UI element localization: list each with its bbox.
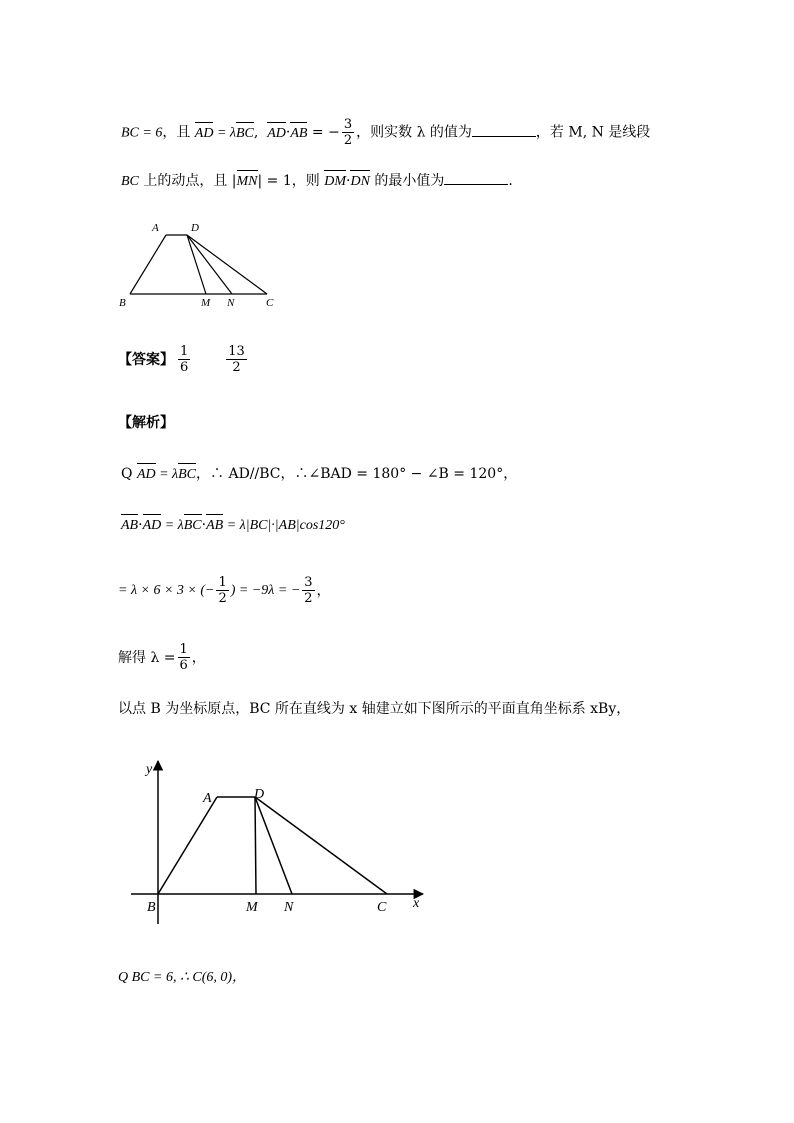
denominator: 2 xyxy=(218,591,227,606)
label-m: M xyxy=(201,297,211,309)
numerator: 3 xyxy=(343,117,353,132)
segment-dm xyxy=(255,797,256,894)
vector-bc: BC xyxy=(183,518,202,533)
text: Q xyxy=(121,466,133,482)
label-c: C xyxy=(266,297,274,309)
numerator: 13 xyxy=(228,344,245,359)
denominator: 2 xyxy=(343,133,353,148)
vector-ad: AD xyxy=(136,467,156,482)
trapezoid-figure xyxy=(115,218,285,313)
segment-dc xyxy=(187,235,267,294)
label-b: B xyxy=(119,297,126,309)
text: = λ × 6 × 3 × (− xyxy=(118,582,215,598)
vector-ad: AD xyxy=(142,518,162,533)
label-a: A xyxy=(203,791,212,806)
numerator: 1 xyxy=(180,344,189,359)
fraction xyxy=(178,642,190,673)
text: 上的动点，且 | xyxy=(138,173,237,189)
numerator: 3 xyxy=(304,575,313,590)
answer-line xyxy=(118,344,249,375)
text: = − xyxy=(311,124,340,141)
numerator: 1 xyxy=(179,642,188,657)
text: ) = −9λ = − xyxy=(230,582,301,598)
text: ，若 M, N 是线段 xyxy=(535,124,651,141)
dot: · xyxy=(201,517,207,533)
text: | = 1，则 xyxy=(257,173,320,189)
denominator: 2 xyxy=(304,591,313,606)
text: , xyxy=(253,124,259,141)
text: ，则实数 λ 的值为 xyxy=(356,124,472,141)
vector-mn: MN xyxy=(236,174,258,189)
segment-dc xyxy=(255,797,387,894)
text: = λ xyxy=(161,518,184,533)
vector-ad: AD xyxy=(267,125,286,141)
label-n: N xyxy=(284,900,294,915)
vector-ad: AD xyxy=(194,125,214,141)
analysis-line-5: 以点 B 为坐标原点，BC 所在直线为 x 轴建立如下图所示的平面直角坐标系 xBy， xyxy=(118,701,631,717)
segment-dm xyxy=(187,235,206,294)
label-y: y xyxy=(146,762,153,777)
text: = λ xyxy=(155,467,179,482)
analysis-line-3 xyxy=(118,575,331,606)
answer-label: 【答案】 xyxy=(118,351,174,368)
answer-blank xyxy=(444,172,508,185)
fraction xyxy=(342,117,354,148)
denominator: 2 xyxy=(232,360,241,375)
vector-ab: AB xyxy=(290,125,308,141)
label-n: N xyxy=(227,297,235,309)
text: ， xyxy=(316,582,331,599)
denominator: 6 xyxy=(179,658,188,673)
analysis-line-2 xyxy=(121,516,345,535)
label-x: x xyxy=(413,896,420,911)
period: . xyxy=(508,173,513,189)
answer-2 xyxy=(226,344,247,375)
vector-dn: DN xyxy=(350,174,370,189)
text: 的最小值为 xyxy=(369,173,445,189)
vector-ab: AB xyxy=(206,518,224,533)
text: 解得 λ = xyxy=(118,649,176,666)
label-a: A xyxy=(152,222,159,234)
denominator: 6 xyxy=(180,360,189,375)
analysis-line-6: Q BC = 6, ∴ C(6, 0)， xyxy=(118,970,247,985)
vector-bc: BC xyxy=(178,467,197,482)
segment-dn xyxy=(255,797,292,894)
fraction xyxy=(216,575,228,606)
analysis-label: 【解析】 xyxy=(118,415,174,431)
dot: · xyxy=(138,517,143,533)
vector-dm: DM xyxy=(324,174,347,189)
dot: · xyxy=(346,173,351,189)
label-b: B xyxy=(147,900,156,915)
text: = λ xyxy=(213,125,236,141)
segment-ba xyxy=(158,797,217,894)
segment-dn xyxy=(187,235,232,294)
analysis-line-1 xyxy=(121,465,517,484)
problem-line-1 xyxy=(121,117,650,148)
fraction xyxy=(302,575,314,606)
coordinate-figure xyxy=(125,757,435,932)
analysis-line-4 xyxy=(118,642,206,673)
problem-line-2 xyxy=(121,172,513,191)
label-d: D xyxy=(254,787,265,802)
bc-equals: BC = 6 xyxy=(121,125,163,141)
segment-ab xyxy=(130,235,166,294)
label-c: C xyxy=(377,900,387,915)
label-d: D xyxy=(191,222,199,234)
vector-bc: BC xyxy=(235,125,254,141)
bc: BC xyxy=(121,174,139,189)
dot: · xyxy=(285,124,291,141)
answer-blank xyxy=(472,124,536,137)
text: ，且 xyxy=(162,124,191,141)
answer-1 xyxy=(178,344,190,375)
text: = λ|BC|·|AB|cos120° xyxy=(223,518,345,533)
label-m: M xyxy=(246,900,258,915)
text: ， xyxy=(191,649,206,666)
text: ，∴ AD//BC，∴∠BAD = 180° − ∠B = 120°， xyxy=(196,466,518,482)
numerator: 1 xyxy=(218,575,227,590)
vector-ab: AB xyxy=(121,518,139,533)
